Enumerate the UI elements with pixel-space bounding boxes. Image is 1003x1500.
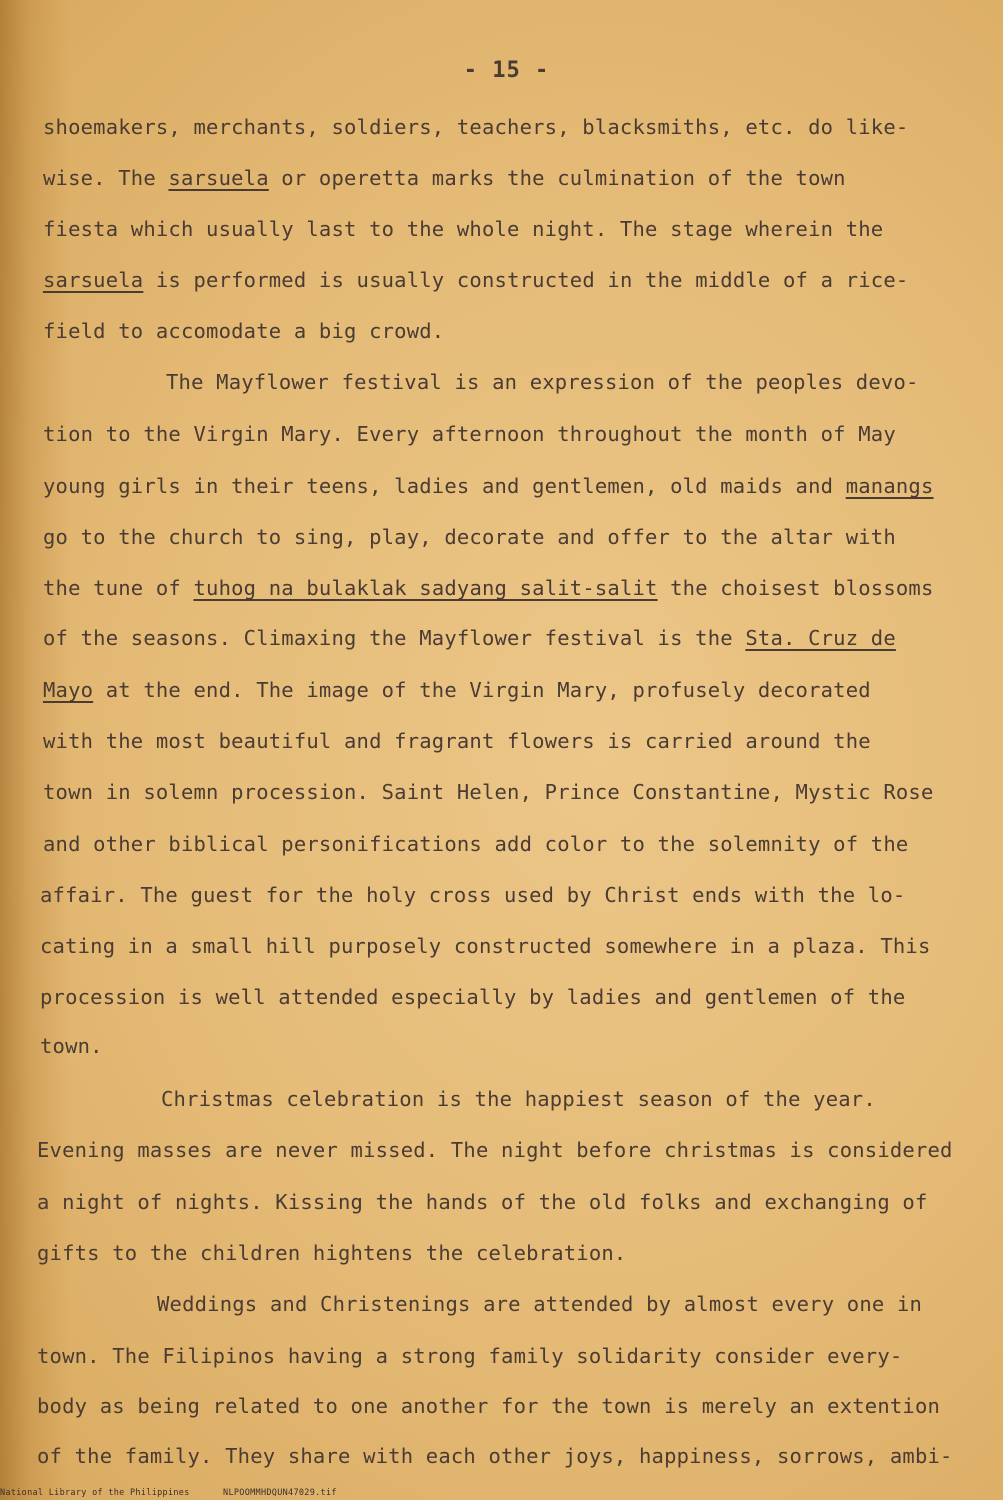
scan-footer bbox=[0, 1488, 365, 1498]
underlined-term: sarsuela bbox=[43, 268, 144, 292]
text-line: a night of nights. Kissing the hands of the old folks and exchanging of bbox=[37, 1190, 928, 1214]
underlined-term: Sta. Cruz de bbox=[745, 626, 896, 650]
text-line: wise. The sarsuela or operetta marks the culmination of the town bbox=[43, 166, 846, 190]
text-line: The Mayflower festival is an expression of the peoples devo- bbox=[166, 370, 919, 394]
underlined-term: Mayo bbox=[43, 678, 94, 702]
text-line: town. The Filipinos having a strong family solidarity consider every- bbox=[37, 1344, 903, 1368]
text-line: and other biblical personifications add color to the solemnity of the bbox=[43, 832, 909, 856]
text-line: affair. The guest for the holy cross used by Christ ends with the lo- bbox=[40, 883, 906, 907]
text-line: tion to the Virgin Mary. Every afternoon throughout the month of May bbox=[43, 422, 896, 446]
text-line: town. bbox=[40, 1034, 103, 1058]
text-line: of the family. They share with each other joys, happiness, sorrows, ambi- bbox=[37, 1444, 953, 1468]
text-line: shoemakers, merchants, soldiers, teachers, blacksmiths, etc. do like- bbox=[43, 115, 909, 139]
text-line: gifts to the children hightens the celebration. bbox=[37, 1241, 627, 1265]
underlined-term: manangs bbox=[845, 474, 934, 498]
text-line: young girls in their teens, ladies and gentlemen, old maids and manangs bbox=[43, 474, 934, 498]
text-line: cating in a small hill purposely constructed somewhere in a plaza. This bbox=[40, 934, 931, 958]
text-line: fiesta which usually last to the whole night. The stage wherein the bbox=[43, 217, 884, 241]
file-id: NLPOOMMHDQUN47029.tif bbox=[223, 1488, 337, 1498]
text-line: sarsuela is performed is usually constructed in the middle of a rice- bbox=[43, 268, 909, 292]
text-line: with the most beautiful and fragrant flowers is carried around the bbox=[43, 729, 871, 753]
text-line: procession is well attended especially by ladies and gentlemen of the bbox=[40, 985, 906, 1009]
page-number: - 15 - bbox=[463, 58, 550, 83]
text-line: town in solemn procession. Saint Helen, Prince Constantine, Mystic Rose bbox=[43, 780, 934, 804]
text-line: Christmas celebration is the happiest season of the year. bbox=[161, 1087, 876, 1111]
text-line: Mayo at the end. The image of the Virgin Mary, profusely decorated bbox=[43, 678, 871, 702]
text-line: field to accomodate a big crowd. bbox=[43, 319, 445, 343]
text-line: of the seasons. Climaxing the Mayflower festival is the Sta. Cruz de bbox=[43, 626, 896, 650]
text-line: the tune of tuhog na bulaklak sadyang salit-salit the choisest blossoms bbox=[43, 576, 934, 600]
text-line: go to the church to sing, play, decorate and offer to the altar with bbox=[43, 525, 896, 549]
text-line: Weddings and Christenings are attended by almost every one in bbox=[157, 1292, 923, 1316]
text-line: Evening masses are never missed. The night before christmas is considered bbox=[37, 1138, 953, 1162]
underlined-term: sarsuela bbox=[168, 166, 269, 190]
underlined-term: tuhog na bulaklak sadyang salit-salit bbox=[193, 576, 658, 600]
text-line: body as being related to one another for the town is merely an extention bbox=[37, 1394, 941, 1418]
library-name: National Library of the Philippines bbox=[0, 1488, 190, 1498]
